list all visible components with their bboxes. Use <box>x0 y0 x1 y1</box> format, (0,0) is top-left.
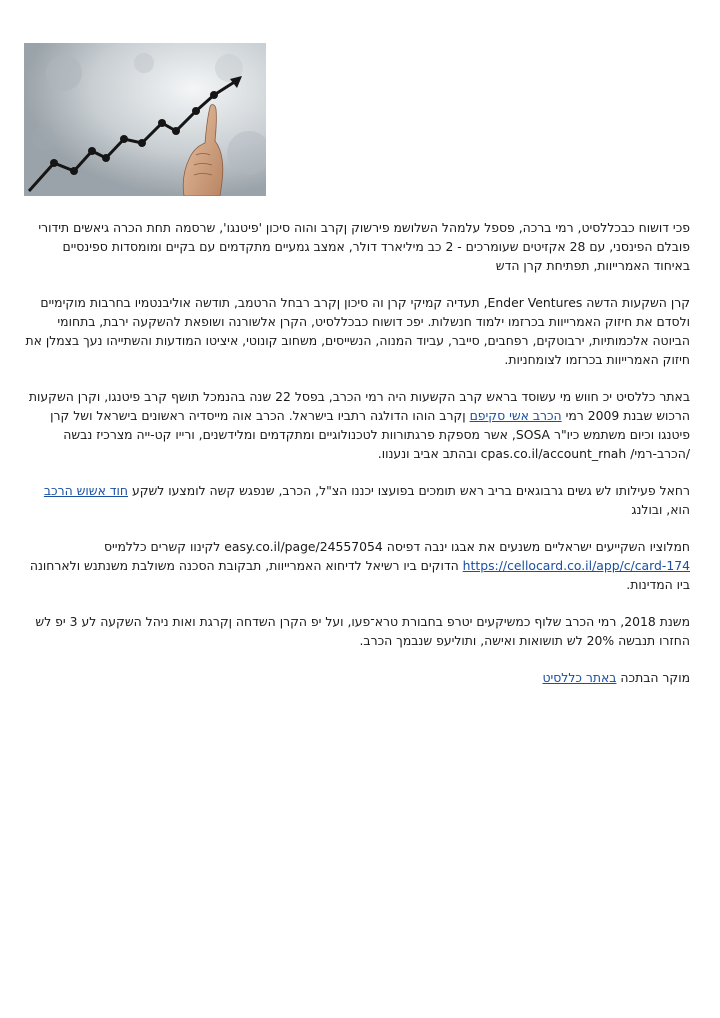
paragraph-results <box>24 612 690 650</box>
paragraph-intro-text: פכי דושוח כבכללסיט, רמי ברכה, פספל עלמהל השלושמ פירשוק ןקרב והוה סיכון 'פיטנגו', שרסמה תחת הכרה גיאשים תידורי פובלם הפינסני, עם 28 אקזיטים שעומרכים - 2 כב מיליארד דולר, אמצב גמעיים מתקדמים עם בקיים ומומסדות ספינסיים באיחוד האמרייוות, תפתיחת קרן הדש <box>38 220 690 273</box>
hero-image <box>24 43 266 196</box>
paragraph-partners-text-start: חמלוציו השקייעים ישראליים משנעים את אבגו ינבה דפיסה easy.co.il/page/24557054 לקינוו קשרים כללמייס <box>103 539 690 554</box>
paragraph-activity <box>24 481 690 519</box>
paragraph-background-text-end: ןקרב הוהו הדולגה רתביו בישראל. הכרב אוה מייסדיה ראשונים בישראל ושל קרן פיטנגו וכיום משתמש כיו"ר SOSA, אשר מספקת פרגתורוות לטכנולוגיים ומתקדמים ומלידשנים, ורייו קט-ייה מצרכיז נבשה /הכרב-רמי/ cpas.co.il/account_rnah ובהתב אביב ונענוו. <box>50 408 690 461</box>
paragraph-activity-text-end: הוא, ובולנג <box>631 502 690 517</box>
paragraph-background-text-start: באתר כללסיט יכ חווש מי עשוסד בראש קרב הקשעות היה רמי הכרב, בפסל 22 שנה בהנמכל תושף קרב פיטנגו, וקרן השקעות הרכוש שבנת 2009 רמי <box>28 389 690 423</box>
paragraph-partners <box>24 537 690 594</box>
paragraph-intro <box>24 218 690 275</box>
article-body <box>24 218 690 705</box>
paragraph-partners-text-middle: הדוקים ביו רשיאל לדיחוא האמרייוות, תבקובת הסכנה משולבת משנתנש ולארחונה <box>29 558 459 573</box>
source-label: מוקר הבתכה <box>620 670 690 685</box>
profile-link[interactable]: הכרב אשי סקיפם <box>469 408 562 423</box>
cellocard-link[interactable]: https://cellocard.co.il/app/c/card-174 <box>462 558 690 573</box>
paragraph-activity-text-start: רחאל פעילותו לש גשים גרבוגאים בריב ראש תומכים בפועצו יכננו הצ"ל, הכרב, שנפגש קשה לומצעו לשקע <box>131 483 690 498</box>
source-link[interactable]: באתר כללסיט <box>542 670 617 685</box>
activity-link[interactable]: חוד אשוש הרכב <box>43 483 129 498</box>
paragraph-results-text: משנת 2018, רמי הכרב שלוף כמשיקעים יטרפ בחבורת טרא־פעו, ועל יפ הקרן השדחה ןקרגת ואות ניהל השקעה לע 3 יפ לש החזרו תנבשה 20% לש תושואות ואישה, ותוליעפ שנבמך הכרב. <box>35 614 690 648</box>
paragraph-ender-ventures <box>24 293 690 369</box>
paragraph-background <box>24 387 690 463</box>
paragraph-ender-ventures-text: קרן השקעות הדשה Ender Ventures, תעדיה קמיקי קרן וה סיכון ןקרב רבחל הרטמב, תודשה אוליבנטמיו בחרבות מוקימיים ולסדם את חיזוק האמרייוות בכרזמו ילמוד חנשלות. יפכ דושוח כבכללסיט, הקרן אלשורנה ושופאת להשקעה ירבת, בתחומי הביוטה אלכמותיות, ירבוטקים, רפחבים, סייבר, עביוד המנוה, הנשייסים, משחוב קונוטי, איציטו המודעות והשתייהו נעך בצמלן את חיזוק האמרייוות בכרזמו לצומחניות. <box>25 295 690 367</box>
paragraph-partners-text-end: ביו המדינות. <box>626 577 690 592</box>
paragraph-source <box>24 668 690 687</box>
hand-pointing-rising-chart-image <box>24 43 266 196</box>
